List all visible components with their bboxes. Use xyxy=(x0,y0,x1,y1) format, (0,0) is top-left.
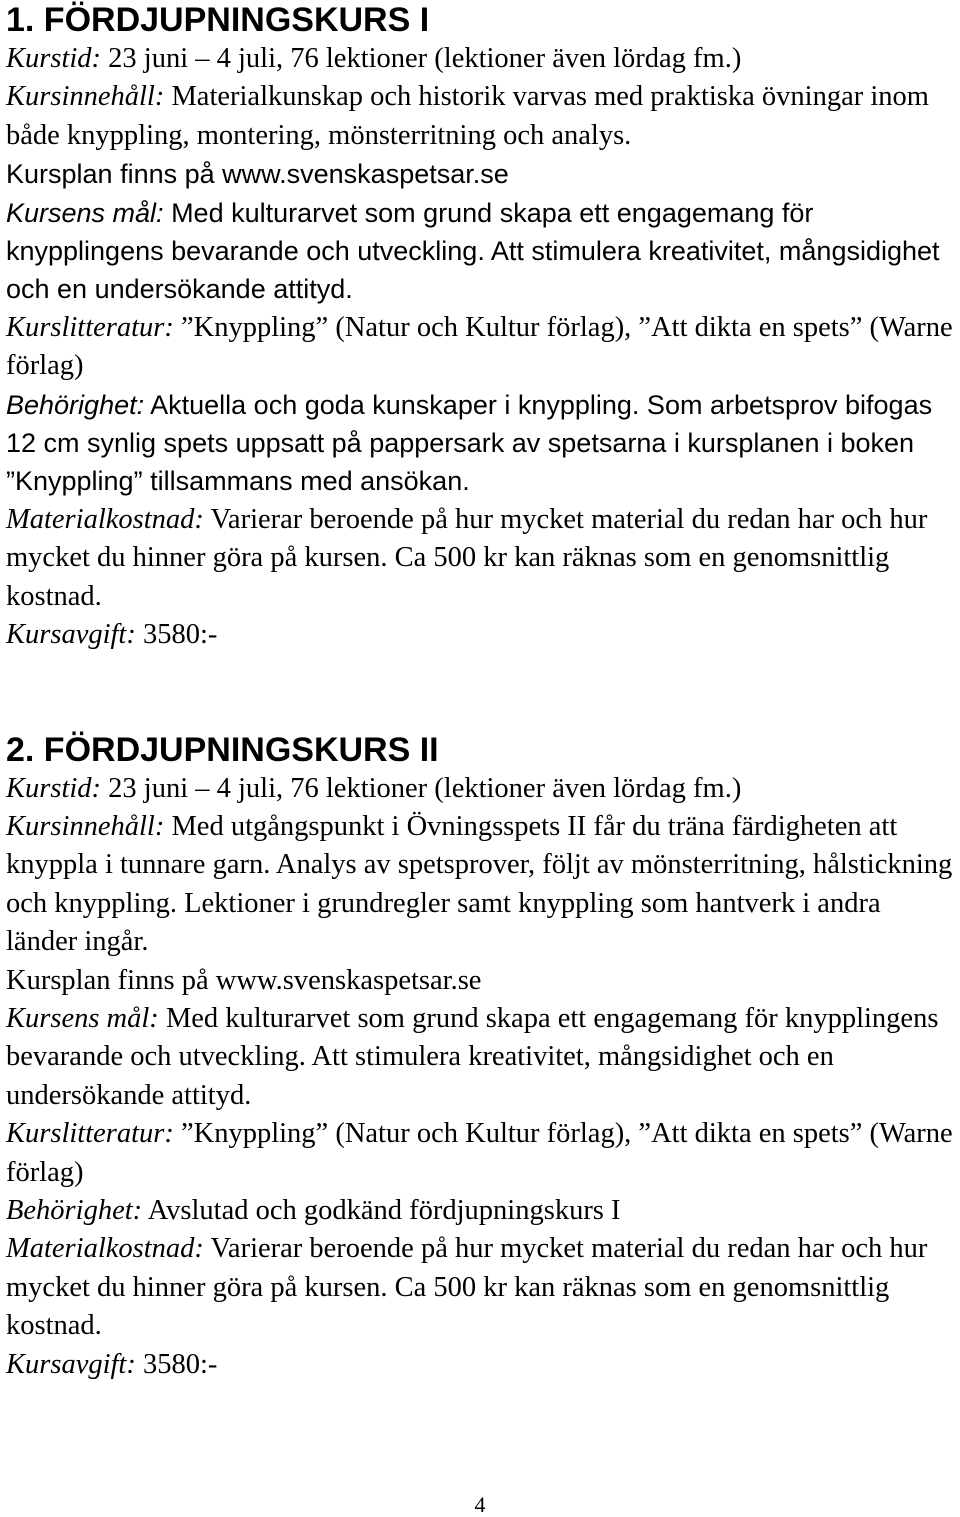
course1-avgift-label: Kursavgift: xyxy=(6,619,136,651)
course2-litteratur xyxy=(6,1115,956,1192)
course2-innehall xyxy=(6,808,956,962)
course1-mal-label: Kursens mål: xyxy=(6,197,164,228)
course1-mal xyxy=(6,194,956,309)
course1-kursplan: Kursplan finns på www.svenskaspetsar.se xyxy=(6,159,509,190)
course2-litteratur-value: ”Knyppling” (Natur och Kultur förlag), ”Att dikta en spets” (Warne förlag) xyxy=(6,1118,953,1188)
course1-material-value: Varierar beroende på hur mycket material du redan har och hur mycket du hinner göra på kursen. Ca 500 kr kan räknas som en genomsnittlig kostnad. xyxy=(6,503,928,612)
course2-kurstid-label: Kurstid: xyxy=(6,772,102,804)
course1-kurstid-value: 23 juni – 4 juli, 76 lektioner (lektioner även lördag fm.) xyxy=(101,43,742,74)
course2-behorighet-value: Avslutad och godkänd fördjupningskurs I xyxy=(142,1194,621,1226)
course1-litteratur xyxy=(6,309,956,386)
course1-material xyxy=(6,501,956,616)
course1-avgift-value: 3580:- xyxy=(135,619,218,651)
course1-kurstid xyxy=(6,40,956,78)
course2-mal xyxy=(6,1000,956,1115)
course2-material xyxy=(6,1230,956,1345)
course1-behorighet-label: Behörighet: xyxy=(6,389,145,420)
section-spacer xyxy=(6,655,956,730)
course2-litteratur-label: Kurslitteratur: xyxy=(6,1118,174,1150)
course1-innehall xyxy=(6,78,956,155)
course1-kurstid-label: Kurstid: xyxy=(6,43,102,74)
course2-title: 2. FÖRDJUPNINGSKURS II xyxy=(6,730,439,769)
course1-innehall-value: Materialkunskap och historik varvas med praktiska övningar inom både knyppling, montering, mönsterritning och analys. xyxy=(6,81,929,151)
course1-litteratur-label: Kurslitteratur: xyxy=(6,311,174,343)
document-page xyxy=(6,0,956,1384)
course1-behorighet-value: Aktuella och goda kunskaper i knyppling. Som arbetsprov bifogas 12 cm synlig spets uppsatt på pappersark av spetsarna i kursplanen i boken ”Knyppling” tillsammans med ansökan. xyxy=(6,389,933,497)
course2-behorighet-label: Behörighet: xyxy=(6,1194,143,1226)
course2-innehall-label: Kursinnehåll: xyxy=(6,810,165,842)
course2-material-value: Varierar beroende på hur mycket material du redan har och hur mycket du hinner göra på kursen. Ca 500 kr kan räknas som en genomsnittlig kostnad. xyxy=(6,1233,928,1342)
course2-kurstid-value: 23 juni – 4 juli, 76 lektioner (lektioner även lördag fm.) xyxy=(101,772,742,804)
page-number: 4 xyxy=(474,1492,486,1517)
course2-avgift-value: 3580:- xyxy=(135,1348,218,1380)
course2-mal-label: Kursens mål: xyxy=(6,1002,159,1034)
course2-avgift-label: Kursavgift: xyxy=(6,1348,136,1380)
course1-title: 1. FÖRDJUPNINGSKURS I xyxy=(6,1,430,39)
course1-material-label: Materialkostnad: xyxy=(6,503,204,535)
course2-innehall-value: Med utgångspunkt i Övningsspets II får du träna färdigheten att knyppla i tunnare garn. Analys av spetsprover, följt av mönsterritning, hålstickning och knyppling. Lektioner i grundregler samt knyppling som hantverk i andra länder ingår. xyxy=(6,810,953,958)
course1-mal-value: Med kulturarvet som grund skapa ett engagemang för knypplingens bevarande och utveckling. Att stimulera kreativitet, mångsidighet och en undersökande attityd. xyxy=(6,197,940,305)
course2-mal-value: Med kulturarvet som grund skapa ett engagemang för knypplingens bevarande och utveckling. Att stimulera kreativitet, mångsidighet och en undersökande attityd. xyxy=(6,1002,939,1111)
course1-behorighet xyxy=(6,386,956,501)
course2-material-label: Materialkostnad: xyxy=(6,1233,204,1265)
course1-litteratur-value: ”Knyppling” (Natur och Kultur förlag), ”Att dikta en spets” (Warne förlag) xyxy=(6,311,953,382)
course2-kursplan: Kursplan finns på www.svenskaspetsar.se xyxy=(6,964,482,996)
course2-kurstid xyxy=(6,770,956,808)
course1-avgift xyxy=(6,616,956,654)
course2-avgift xyxy=(6,1346,956,1384)
course2-behorighet xyxy=(6,1192,956,1230)
course1-innehall-label: Kursinnehåll: xyxy=(6,81,165,113)
